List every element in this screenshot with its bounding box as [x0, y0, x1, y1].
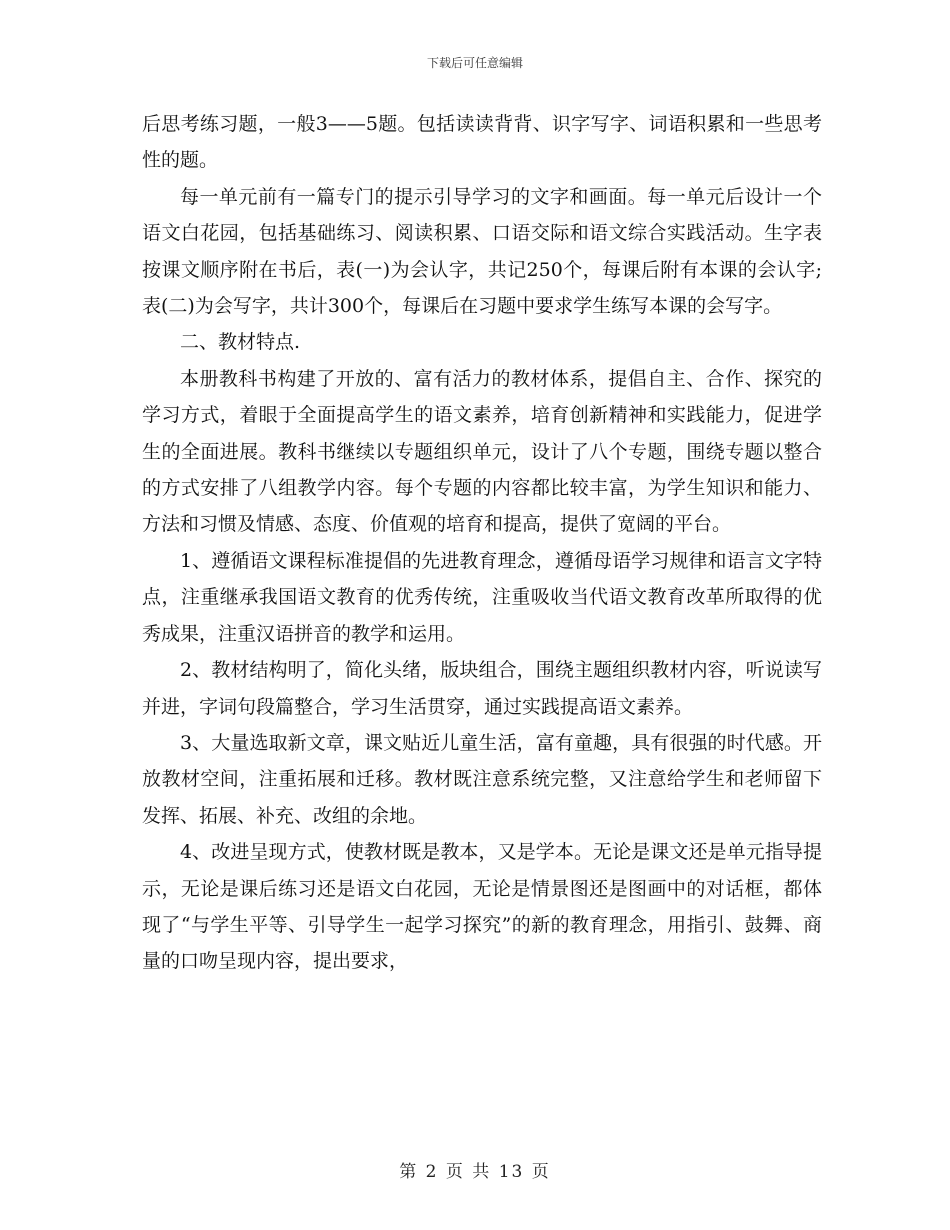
paragraph-7: 4、改进呈现方式，使教材既是教本，又是学本。无论是课文还是单元指导提示，无论是课后练习还是语文白花园，无论是情景图还是图画中的对话框，都体现了“与学生平等、引导学生一起学习探究”的新的教育理念，用指引、鼓舞、商量的口吻呈现内容，提出要求， [142, 841, 822, 973]
page-number-footer: 第 2 页 共 13 页 [399, 1162, 551, 1182]
document-body [142, 106, 822, 980]
paragraph-3: 本册教科书构建了开放的、富有活力的教材体系，提倡自主、合作、探究的学习方式，着眼于全面提高学生的语文素养，培育创新精神和实践能力，促进学生的全面进展。教科书继续以专题组织单元，设计了八个专题，围绕专题以整合的方式安排了八组教学内容。每个专题的内容都比较丰富，为学生知识和能力、方法和习惯及情感、态度、价值观的培育和提高，提供了宽阔的平台。 [142, 367, 822, 536]
page-header: 下载后可任意编辑 [426, 56, 523, 70]
paragraph-2: 每一单元前有一篇专门的提示引导学习的文字和画面。每一单元后设计一个语文白花园，包括基础练习、阅读积累、口语交际和语文综合实践活动。生字表按课文顺序附在书后，表(一)为会认字，共记250个，每课后附有本课的会认字;表(二)为会写字，共计300个，每课后在习题中要求学生练写本课的会写字。 [142, 185, 822, 318]
paragraph-6: 3、大量选取新文章，课文贴近儿童生活，富有童趣，具有很强的时代感。开放教材空间，注重拓展和迁移。教材既注意系统完整，又注意给学生和老师留下发挥、拓展、补充、改组的余地。 [142, 731, 822, 827]
paragraph-4: 1、遵循语文课程标准提倡的先进教育理念，遵循母语学习规律和语言文字特点，注重继承我国语文教育的优秀传统，注重吸收当代语文教育改革所取得的优秀成果，注重汉语拼音的教学和运用。 [142, 549, 822, 645]
section-heading: 二、教材特点. [180, 331, 301, 354]
paragraph-5: 2、教材结构明了，简化头绪，版块组合，围绕主题组织教材内容，听说读写并进，字词句段篇整合，学习生活贯穿，通过实践提高语文素养。 [142, 659, 822, 718]
paragraph-1: 后思考练习题，一般3——5题。包括读读背背、识字写字、词语积累和一些思考性的题。 [142, 113, 822, 172]
